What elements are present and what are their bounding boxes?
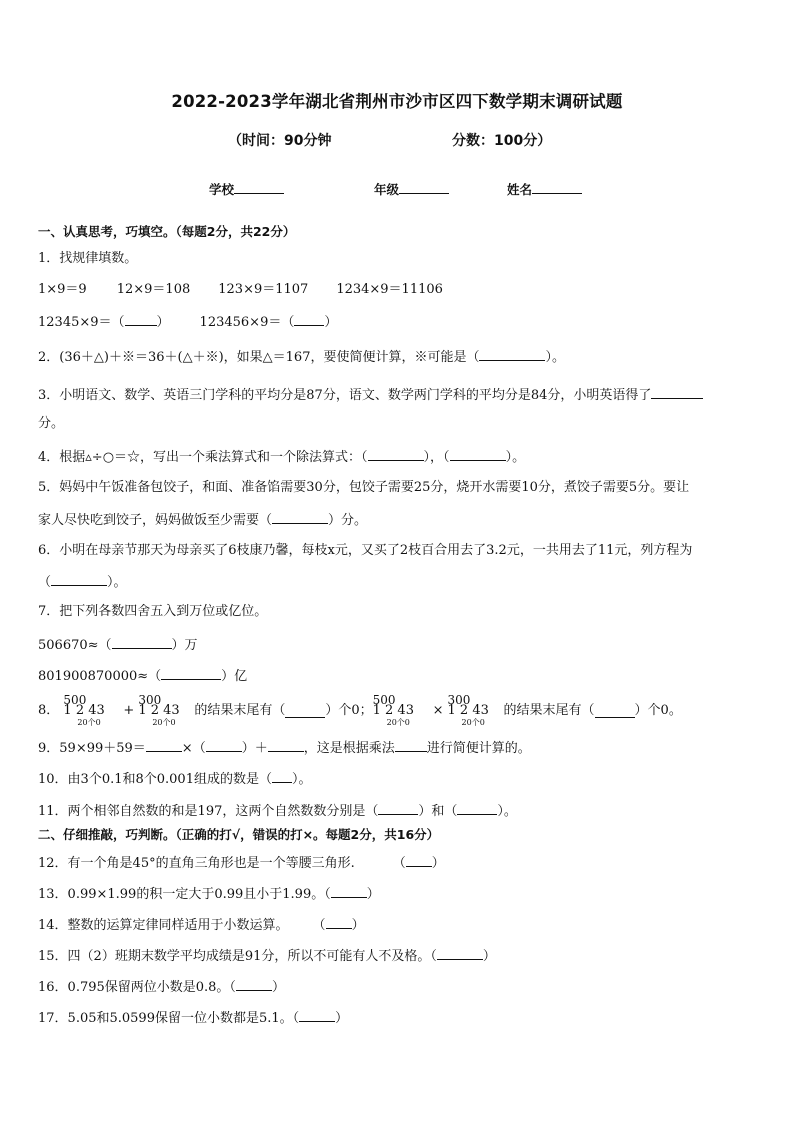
q8-answer-blank-1[interactable] — [285, 704, 325, 718]
q7b-text: 801900870000≈（ — [38, 669, 162, 684]
q13-answer-blank[interactable] — [331, 884, 367, 898]
q11-answer-blank-1[interactable] — [378, 801, 418, 815]
q2-close: ）。 — [545, 350, 565, 365]
q9-text-5: 进行简便计算的。 — [426, 741, 531, 756]
name-label: 姓名 — [507, 182, 533, 197]
q2-expression: (36＋△)＋※＝36＋(△＋※) — [59, 350, 224, 365]
q5-answer-blank[interactable] — [272, 510, 328, 524]
q9-text-3: ）＋ — [241, 741, 268, 756]
q15-answer-blank[interactable] — [437, 946, 483, 960]
question-12 — [38, 853, 764, 873]
question-1-blanks — [38, 312, 764, 332]
q10-answer-blank[interactable] — [272, 769, 292, 783]
section-2-heading: 二、仔细推敲，巧判断。（正确的打√，错误的打×。每题2分，共16分） — [38, 827, 440, 842]
q9-answer-blank-1[interactable] — [146, 738, 182, 752]
q8-plus: + — [123, 703, 135, 718]
question-14 — [38, 915, 764, 935]
q8-a-top: 500 — [63, 693, 87, 707]
q1-eq5-text: 12345×9＝（ — [38, 315, 125, 330]
q2-number: 2． — [38, 350, 60, 365]
q1-eq5-close: ） — [156, 315, 170, 330]
question-7: 7．把下列各数四舍五入到万位或亿位。 — [38, 604, 268, 619]
q14-text: 14．整数的运算定律同样适用于小数运算。 — [38, 918, 289, 933]
q1-eq4: 1234×9＝11106 — [336, 282, 443, 297]
q9-answer-blank-2[interactable] — [206, 738, 242, 752]
q8-number-c — [373, 694, 429, 728]
q7-answer-blank-1[interactable] — [112, 635, 172, 649]
q11-close: ）。 — [497, 804, 517, 819]
question-10 — [38, 769, 764, 789]
q17-close: ） — [335, 1011, 349, 1026]
q8-d-mid: 1 2 43 — [447, 703, 489, 718]
grade-blank[interactable] — [399, 181, 449, 194]
q9-text-4: ，这是根据乘法 — [303, 741, 395, 756]
q17-text: 17．5.05和5.0599保留一位小数都是5.1。（ — [38, 1011, 300, 1026]
q5-text: 家人尽快吃到饺子，妈妈做饭至少需要（ — [38, 513, 273, 528]
q9-text-1: 9．59×99＋59＝ — [38, 741, 146, 756]
q6-close: ）。 — [107, 575, 127, 590]
question-2 — [38, 347, 764, 367]
q16-answer-blank[interactable] — [236, 977, 272, 991]
q7b-unit: ）亿 — [221, 669, 248, 684]
q13-close: ） — [366, 887, 380, 902]
q8-c-top: 500 — [372, 693, 396, 707]
q1-eq6-text: 123456×9＝（ — [199, 315, 295, 330]
q4-text: 4．根据▵÷○＝☆，写出一个乘法算式和一个除法算式：（ — [38, 450, 368, 465]
q8-number: 8． — [38, 703, 60, 718]
q15-text: 15．四（2）班期末数学平均成绩是91分，所以不可能有人不及格。（ — [38, 949, 437, 964]
q10-text: 10．由3个0.1和8个0.001组成的数是（ — [38, 772, 272, 787]
q8-c-bot: 20个0 — [386, 718, 410, 727]
question-7-b — [38, 666, 764, 686]
q7a-text: 506670≈（ — [38, 638, 112, 653]
q5-close: ）分。 — [328, 513, 368, 528]
page-title: 2022-2023学年湖北省荆州市沙市区四下数学期末调研试题 — [171, 92, 623, 111]
question-6-cont — [38, 572, 764, 592]
student-info-fields — [0, 180, 794, 202]
q14-close: ） — [351, 918, 365, 933]
q17-answer-blank[interactable] — [299, 1008, 335, 1022]
q8-c-mid: 1 2 43 — [372, 703, 414, 718]
question-3-cont: 分。 — [38, 416, 65, 431]
question-16 — [38, 977, 764, 997]
q7a-unit: ）万 — [171, 638, 198, 653]
question-9 — [38, 738, 764, 758]
question-13 — [38, 884, 764, 904]
q7-answer-blank-2[interactable] — [161, 666, 221, 680]
grade-label: 年级 — [374, 182, 400, 197]
q11-text: 11．两个相邻自然数的和是197，这两个自然数数分别是（ — [38, 804, 379, 819]
q8-number-a — [63, 694, 119, 728]
question-3 — [38, 385, 764, 405]
q8-a-mid: 1 2 43 — [63, 703, 105, 718]
q8-b-bot: 20个0 — [152, 718, 176, 727]
q8-d-top: 300 — [447, 693, 471, 707]
question-15 — [38, 946, 764, 966]
q12-open: （ — [392, 856, 406, 871]
q4-answer-blank-2[interactable] — [450, 447, 506, 461]
q8-text-1: 的结果末尾有（ — [194, 703, 286, 718]
q15-close: ） — [482, 949, 496, 964]
q4-close: ）。 — [505, 450, 526, 465]
q2-text: ，如果△＝167，要使简便计算，※可能是（ — [223, 350, 480, 365]
q11-sep: ）和（ — [418, 804, 458, 819]
exam-score: 分数：100分） — [452, 133, 552, 149]
q2-answer-blank[interactable] — [479, 347, 545, 361]
exam-time: （时间：90分钟 — [228, 133, 332, 149]
school-field[interactable] — [209, 180, 284, 198]
q8-times: × — [432, 703, 444, 718]
grade-field[interactable] — [374, 180, 449, 198]
q9-answer-blank-4[interactable] — [395, 738, 427, 752]
q3-text: 3．小明语文、数学、英语三门学科的平均分是87分，语文、数学两门学科的平均分是84分，小明英语得了 — [38, 388, 652, 403]
q1-answer-blank-2[interactable] — [294, 312, 324, 326]
q13-text: 13．0.99×1.99的积一定大于0.99且小于1.99。（ — [38, 887, 331, 902]
q4-answer-blank-1[interactable] — [368, 447, 424, 461]
question-5-cont — [38, 510, 764, 530]
q8-b-top: 300 — [138, 693, 162, 707]
question-6: 6．小明在母亲节那天为母亲买了6枝康乃馨，每枝x元，又买了2枝百合用去了3.2元，一共用去了11元，列方程为 — [38, 543, 693, 558]
q8-text-3: 的结果末尾有（ — [503, 703, 595, 718]
q12-text: 12．有一个角是45°的直角三角形也是一个等腰三角形. — [38, 856, 355, 871]
q1-eq1: 1×9＝9 — [38, 282, 87, 297]
q8-answer-blank-2[interactable] — [595, 704, 635, 718]
q1-answer-blank-1[interactable] — [125, 312, 157, 326]
q4-sep: ），（ — [423, 450, 450, 465]
question-1-pattern — [38, 281, 764, 299]
q1-eq3: 123×9＝1107 — [218, 282, 309, 297]
q8-text-2: ）个0； — [325, 703, 373, 718]
exam-info — [0, 130, 794, 152]
q9-answer-blank-3[interactable] — [268, 738, 304, 752]
section-1-heading: 一、认真思考，巧填空。（每题2分，共22分） — [38, 224, 296, 239]
q3-answer-blank[interactable] — [651, 385, 703, 399]
q14-open: （ — [312, 918, 326, 933]
q8-d-bot: 20个0 — [461, 718, 485, 727]
q1-eq2: 12×9＝108 — [116, 282, 191, 297]
name-field[interactable] — [507, 180, 582, 198]
q8-number-d — [448, 694, 504, 728]
q16-text: 16．0.795保留两位小数是0.8。（ — [38, 980, 236, 995]
q8-a-bot: 20个0 — [77, 718, 101, 727]
question-5: 5．妈妈中午饭准备包饺子，和面、准备馅需要30分，包饺子需要25分，烧开水需要10分，煮饺子需要5分。要让 — [38, 480, 690, 495]
q10-close: ）。 — [291, 772, 312, 787]
q11-answer-blank-2[interactable] — [457, 801, 497, 815]
question-8 — [38, 694, 764, 730]
question-17 — [38, 1008, 764, 1028]
q8-number-b — [138, 694, 194, 728]
q8-b-mid: 1 2 43 — [138, 703, 180, 718]
q12-close: ） — [431, 856, 445, 871]
question-11 — [38, 801, 764, 821]
question-7-a — [38, 635, 764, 655]
q1-eq6-close: ） — [324, 315, 338, 330]
school-label: 学校 — [209, 182, 235, 197]
q6-open: （ — [38, 575, 52, 590]
school-blank[interactable] — [234, 181, 284, 194]
q14-answer-blank[interactable] — [326, 915, 352, 929]
q16-close: ） — [271, 980, 285, 995]
q9-text-2: ×（ — [181, 741, 206, 756]
name-blank[interactable] — [532, 181, 582, 194]
q8-text-4: ）个0。 — [634, 703, 682, 718]
question-4 — [38, 447, 764, 467]
q6-answer-blank[interactable] — [51, 572, 107, 586]
q12-answer-blank[interactable] — [406, 853, 432, 867]
question-1: 1．找规律填数。 — [38, 251, 138, 266]
